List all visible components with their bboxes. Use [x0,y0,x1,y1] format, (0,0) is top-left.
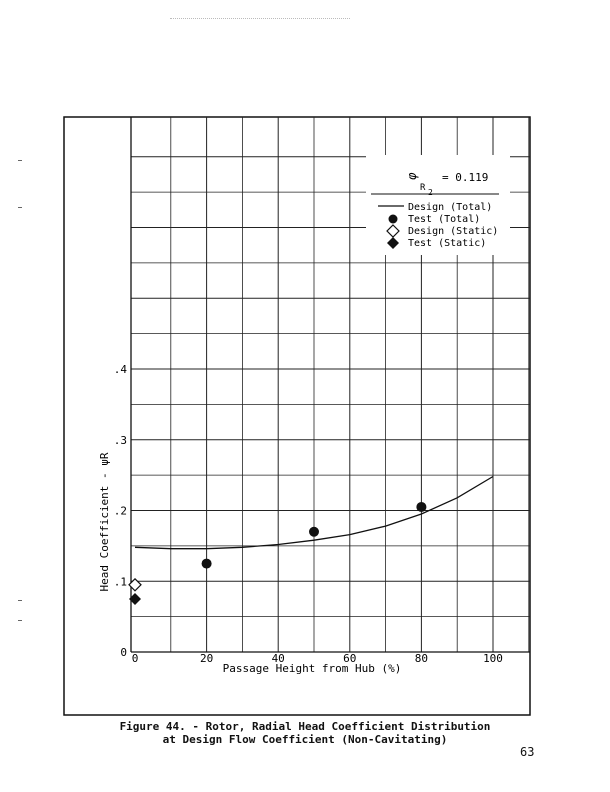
test-total-point [202,559,212,569]
y-tick-labels [114,363,128,659]
legend-marker-test-total [389,215,398,224]
y-tick-label: .2 [113,504,127,518]
legend-header-symbol: φ [405,172,419,180]
page-number: 63 [520,745,535,759]
legend-label-design-total: Design (Total) [408,202,493,213]
test-total-point [309,527,319,537]
x-tick-label: 40 [271,652,285,665]
y-tick-label: .1 [113,575,127,589]
test-total-point [416,502,426,512]
x-tick-label: 80 [414,652,429,665]
series-layer [129,477,493,605]
x-tick-label: 20 [199,652,214,665]
legend-label-test-total: Test (Total) [408,214,481,225]
legend-label-test-static: Test (Static) [408,238,487,249]
y-tick-label: .3 [113,433,127,447]
y-tick-label: 0 [120,646,127,659]
figure-caption-line-1: Figure 44. - Rotor, Radial Head Coefficient Distribution [119,720,491,733]
x-tick-label: 60 [343,652,357,665]
x-tick-label: 0 [131,652,139,665]
legend [366,155,510,255]
legend-header-subscript: R [420,183,426,193]
y-axis-label: Head Coefficient - ψR [98,452,111,592]
legend-header-subsubscript: 2 [428,188,433,197]
figure-caption-line-2: at Design Flow Coefficient (Non-Cavitating) [162,733,448,746]
x-tick-label: 100 [483,652,503,665]
x-axis-label: Passage Height from Hub (%) [222,662,402,675]
legend-header-value: = 0.119 [442,171,489,184]
legend-label-design-static: Design (Static) [408,226,499,237]
y-tick-label: .4 [113,363,127,376]
